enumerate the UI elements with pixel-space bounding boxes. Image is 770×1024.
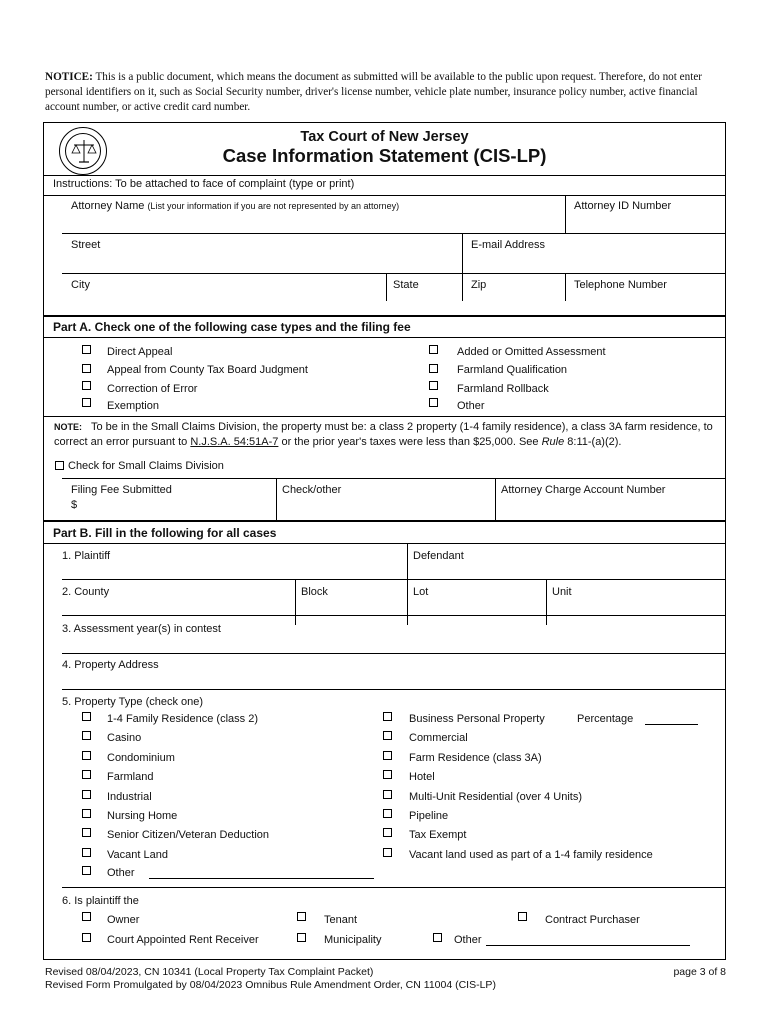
checkbox-type-farmland[interactable]: [82, 770, 91, 779]
filing-fee-label: Filing Fee Submitted: [71, 484, 172, 496]
assessment-year-label: 3. Assessment year(s) in contest: [62, 623, 221, 635]
telephone-label: Telephone Number: [574, 279, 667, 291]
part-b-heading: Part B. Fill in the following for all cases: [53, 526, 277, 540]
type-label: Senior Citizen/Veteran Deduction: [107, 829, 270, 841]
checkbox-case-other[interactable]: [429, 398, 438, 407]
revision-line-2: Revised Form Promulgated by 08/04/2023 Omnibus Rule Amendment Order, CN 11004 (CIS-LP): [45, 979, 496, 991]
revision-line-1: Revised 08/04/2023, CN 10341 (Local Property Tax Complaint Packet): [45, 966, 374, 978]
check-other-label: Check/other: [282, 484, 342, 496]
checkbox-type-senior-veteran[interactable]: [82, 828, 91, 837]
checkbox-role-tenant[interactable]: [297, 912, 306, 921]
zip-label: Zip: [471, 279, 487, 291]
checkbox-type-tax-exempt[interactable]: [383, 828, 392, 837]
checkbox-added-omitted[interactable]: [429, 345, 438, 354]
email-label: E-mail Address: [471, 239, 545, 251]
checkbox-type-other[interactable]: [82, 866, 91, 875]
checkbox-type-business-personal[interactable]: [383, 712, 392, 721]
role-label: Contract Purchaser: [545, 914, 640, 926]
role-label: Municipality: [324, 934, 382, 946]
city-label: City: [71, 279, 90, 291]
type-label: Tax Exempt: [409, 829, 467, 841]
checkbox-role-other[interactable]: [433, 933, 442, 942]
checkbox-type-farm-residence[interactable]: [383, 751, 392, 760]
checkbox-type-pipeline[interactable]: [383, 809, 392, 818]
checkbox-farmland-qualification[interactable]: [429, 364, 438, 373]
state-label: State: [393, 279, 419, 291]
attorney-name-label: Attorney Name (List your information if you are not represented by an attorney): [71, 200, 400, 212]
checkbox-role-owner[interactable]: [82, 912, 91, 921]
type-label: Condominium: [107, 752, 175, 764]
type-label: Casino: [107, 732, 142, 744]
checkbox-type-hotel[interactable]: [383, 770, 392, 779]
type-label: Business Personal Property: [409, 713, 545, 725]
checkbox-type-vacant-land[interactable]: [82, 848, 91, 857]
form-footer: [45, 966, 496, 992]
notice-text: This is a public document, which means the document as submitted will be available to the public upon request. Therefore, do not enter personal identifiers on it, such as Social Security number, driver's license number, vehicle plate number, insurance policy number, active financial account number, or active credit card number.: [45, 71, 703, 113]
checkbox-correction-of-error[interactable]: [82, 381, 91, 390]
checkbox-type-industrial[interactable]: [82, 790, 91, 799]
type-label: 1-4 Family Residence (class 2): [107, 713, 258, 725]
attorney-id-label: Attorney ID Number: [574, 200, 672, 212]
unit-label: Unit: [552, 586, 572, 598]
type-label: Vacant land used as part of a 1-4 family residence: [409, 849, 653, 861]
instructions: Instructions: To be attached to face of complaint (type or print): [53, 178, 355, 190]
checkbox-direct-appeal[interactable]: [82, 345, 91, 354]
checkbox-role-municipality[interactable]: [297, 933, 306, 942]
percentage-field[interactable]: [645, 724, 698, 725]
option-label: Direct Appeal: [107, 346, 173, 358]
checkbox-type-multi-unit[interactable]: [383, 790, 392, 799]
lot-label: Lot: [413, 586, 429, 598]
type-label: Farm Residence (class 3A): [409, 752, 542, 764]
checkbox-role-contract-purchaser[interactable]: [518, 912, 527, 921]
type-label: Nursing Home: [107, 810, 178, 822]
type-label: Hotel: [409, 771, 435, 783]
dollar-sign: $: [71, 499, 78, 511]
checkbox-type-condominium[interactable]: [82, 751, 91, 760]
type-label: Pipeline: [409, 810, 449, 822]
percentage-label: Percentage: [577, 713, 634, 725]
checkbox-type-vacant-residential[interactable]: [383, 848, 392, 857]
checkbox-type-nursing-home[interactable]: [82, 809, 91, 818]
checkbox-exemption[interactable]: [82, 398, 91, 407]
part-a-heading: Part A. Check one of the following case types and the filing fee: [53, 320, 411, 334]
page-number: page 3 of 8: [673, 966, 726, 978]
property-type-label: 5. Property Type (check one): [62, 696, 204, 708]
option-label: Appeal from County Tax Board Judgment: [107, 364, 308, 376]
role-label: Tenant: [324, 914, 358, 926]
type-label: Other: [107, 867, 135, 879]
type-label: Multi-Unit Residential (over 4 Units): [409, 791, 582, 803]
type-label: Industrial: [107, 791, 152, 803]
role-label: Other: [454, 934, 482, 946]
county-label: 2. County: [62, 586, 110, 598]
checkbox-role-rent-receiver[interactable]: [82, 933, 91, 942]
option-label: Farmland Qualification: [457, 364, 568, 376]
plaintiff-role-label: 6. Is plaintiff the: [62, 895, 139, 907]
attorney-charge-label: Attorney Charge Account Number: [501, 484, 666, 496]
type-label: Commercial: [409, 732, 468, 744]
attorney-name-hint: (List your information if you are not represented by an attorney): [147, 201, 400, 211]
cis-lp-form: [43, 122, 726, 960]
property-address-label: 4. Property Address: [62, 659, 159, 671]
option-label: Farmland Rollback: [457, 383, 549, 395]
checkbox-small-claims[interactable]: [55, 461, 64, 470]
checkbox-type-casino[interactable]: [82, 731, 91, 740]
checkbox-type-class2[interactable]: [82, 712, 91, 721]
option-label: Added or Omitted Assessment: [457, 346, 606, 358]
type-label: Farmland: [107, 771, 154, 783]
plaintiff-label: 1. Plaintiff: [62, 550, 111, 562]
small-claims-note: NOTE: To be in the Small Claims Division, the property must be: a class 2 property (1-4 family residence), a class 3A farm residence, to correct an error pursuant to N.J.S.A. 54:51A-7 or the prior year's taxes were less than $25,000. See Rule 8:11-(a)(2).: [54, 421, 713, 448]
court-name: Tax Court of New Jersey: [300, 129, 469, 145]
public-notice: [45, 70, 730, 115]
checkbox-type-commercial[interactable]: [383, 731, 392, 740]
option-label: Other: [457, 400, 485, 412]
block-label: Block: [301, 586, 328, 598]
defendant-label: Defendant: [413, 550, 464, 562]
form-title: Case Information Statement (CIS-LP): [222, 145, 547, 166]
notice-label: NOTICE:: [45, 71, 93, 83]
type-label: Vacant Land: [107, 849, 168, 861]
role-label: Court Appointed Rent Receiver: [107, 934, 259, 946]
role-label: Owner: [107, 914, 140, 926]
option-label: Exemption: [107, 400, 159, 412]
other-type-field[interactable]: [149, 878, 374, 879]
option-label: Correction of Error: [107, 383, 198, 395]
small-claims-label: Check for Small Claims Division: [68, 460, 224, 472]
role-other-field[interactable]: [486, 945, 690, 946]
street-label: Street: [71, 239, 101, 251]
checkbox-county-board-appeal[interactable]: [82, 364, 91, 373]
checkbox-farmland-rollback[interactable]: [429, 381, 438, 390]
